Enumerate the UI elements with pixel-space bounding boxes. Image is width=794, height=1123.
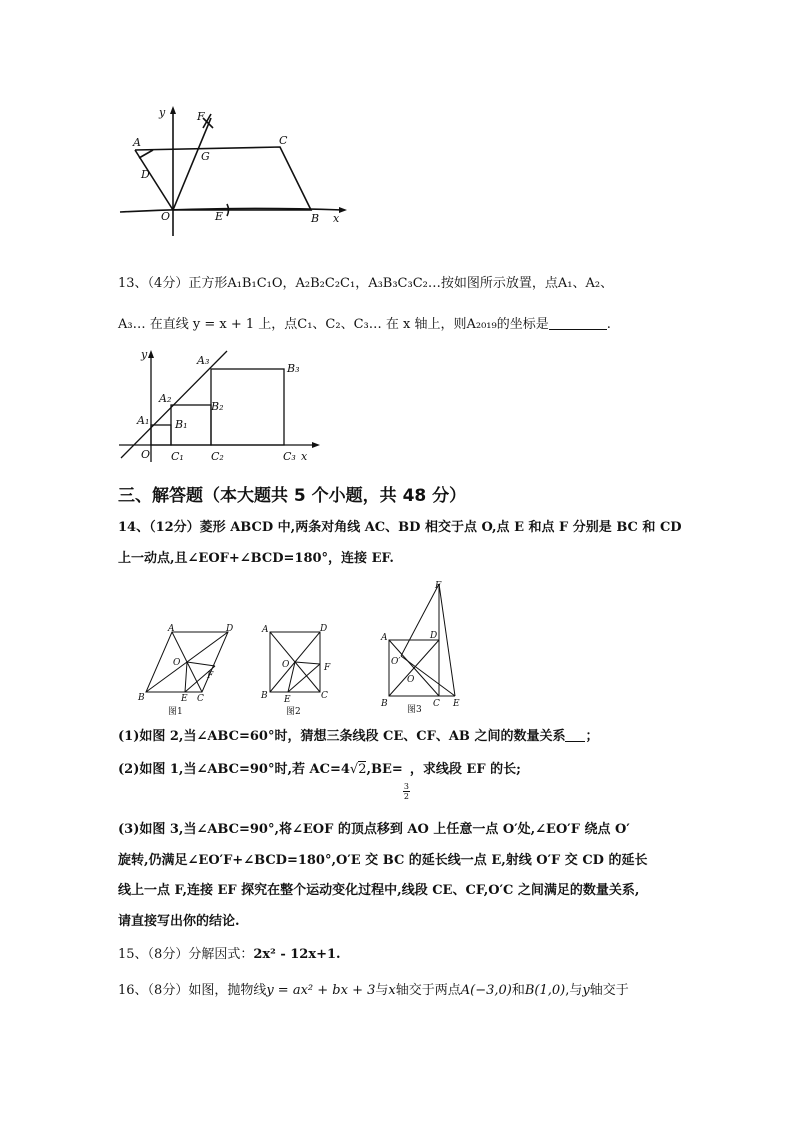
label-B2: B₂ — [211, 400, 224, 413]
q16-mid: 与 — [375, 983, 389, 998]
q13-line2a: A₃… 在直线 y = x + 1 上，点C₁、C₂、C₃… 在 x 轴上，则 — [118, 317, 467, 332]
q14-part3-line3: 线上一点 F,连接 EF 探究在整个运动变化过程中,线段 CE、CF,O′C 之间满足的数量关系, — [118, 883, 640, 898]
label-y: y — [159, 106, 166, 119]
q14-part3-line2: 旋转,仍满足∠EO′F+∠BCD=180°,O′E 交 BC 的延长线一点 E,射线 O′F 交 CD 的延长 — [118, 853, 648, 868]
fig3-label-F: F — [435, 581, 442, 591]
figure-1-rhombus — [130, 622, 240, 718]
label-D: D — [141, 168, 150, 181]
q14-part2-text-a: (2)如图 1,当∠ABC=90°时,若 AC=4 — [118, 762, 350, 777]
label-B: B — [311, 212, 320, 225]
answer-blank-q13[interactable] — [549, 317, 607, 330]
label-B3: B₃ — [287, 362, 300, 375]
fig1-label-A: A — [168, 624, 175, 634]
parallelogram-AOBC — [135, 147, 311, 210]
q14-part2-text-b: ,BE= — [366, 762, 403, 777]
fig1-label-O: O — [173, 658, 181, 668]
fig3-caption: 图3 — [407, 705, 422, 715]
section-heading: 三、解答题（本大题共 5 个小题，共 48 分） — [118, 486, 467, 506]
coordinate-figure-q12 — [115, 100, 355, 240]
fig3-label-E: E — [453, 699, 460, 709]
label-A: A — [133, 136, 141, 149]
figure-2-square — [258, 622, 338, 718]
fig2-label-B: B — [261, 691, 268, 701]
fig2-caption: 图2 — [286, 707, 301, 717]
fig3-label-C: C — [433, 699, 440, 709]
fig1-label-B: B — [138, 693, 145, 703]
fig2-label-A: A — [262, 625, 269, 635]
q16 — [118, 981, 629, 1001]
q13-point: A₂₀₁₉ — [466, 317, 497, 332]
q15 — [118, 945, 341, 965]
q16-function: y = ax² + bx + 3 — [266, 983, 376, 998]
square-1 — [151, 425, 171, 445]
q16-x-var: x — [388, 983, 396, 998]
fig2-label-O: O — [282, 660, 290, 670]
q16-mid2: 轴交于两点 — [395, 983, 461, 998]
sqrt-radicand: 2 — [358, 762, 367, 777]
ray-OF — [173, 118, 211, 210]
fig3-label-B: B — [381, 699, 388, 709]
label-C3: C₃ — [283, 450, 296, 463]
fig2-label-D: D — [320, 624, 328, 634]
q13-line2b: 的坐标是 — [496, 317, 549, 332]
arc-mark-D — [139, 150, 153, 158]
q14-part1-end: ； — [585, 729, 599, 744]
q16-prefix: 16、（8分）如图，抛物线 — [118, 983, 267, 998]
label-A3: A₃ — [197, 354, 210, 367]
figure-3-square-rotation — [375, 578, 475, 718]
q13-prefix: 13、（4分）正方形 — [118, 276, 228, 291]
label-x: x — [301, 450, 308, 463]
q14-line1: 14、（12分）菱形 ABCD 中,两条对角线 AC、BD 相交于点 O,点 E 和点 F 分别是 BC 和 CD — [118, 520, 682, 535]
sqrt-symbol: √ — [349, 762, 359, 777]
fig2-label-C: C — [321, 691, 328, 701]
q13-text1: 按如图所示放置，点A₁、A₂、 — [440, 276, 614, 291]
label-B1: B₁ — [175, 418, 188, 431]
q14-part1-text: (1)如图 2,当∠ABC=60°时，猜想三条线段 CE、CF、AB 之间的数量关系 — [118, 729, 566, 744]
fraction-three-halves — [403, 782, 410, 801]
q14-part1 — [118, 727, 598, 747]
label-O: O — [141, 448, 151, 461]
fig2-label-F: F — [324, 663, 331, 673]
q13-line1 — [118, 274, 613, 294]
q14-part2-text-c: ，求线段 EF 的长; — [409, 762, 521, 777]
label-F: F — [197, 110, 205, 123]
fig1-label-C: C — [197, 694, 204, 704]
label-A1: A₁ — [137, 414, 150, 427]
fraction-numerator: 3 — [403, 782, 409, 791]
fig3-label-O-prime: O′ — [391, 657, 401, 667]
q14-part3-line4: 请直接写出你的结论. — [118, 914, 240, 929]
fig3-label-A: A — [381, 633, 388, 643]
answer-blank-q14-1[interactable] — [565, 729, 585, 742]
q14-part3-line1: (3)如图 3,当∠ABC=90°,将∠EOF 的顶点移到 AO 上任意一点 O′处,∠EO′F 绕点 O′ — [118, 822, 630, 837]
label-y: y — [141, 348, 148, 361]
fig1-label-F: F — [207, 671, 214, 681]
q16-and: 和 — [511, 983, 525, 998]
label-x: x — [333, 212, 340, 225]
q16-tail: ,与 — [565, 983, 583, 998]
label-G: G — [201, 150, 210, 163]
q16-y-var: y — [582, 983, 590, 998]
q14-line2: 上一动点,且∠EOF+∠BCD=180°，连接 EF. — [118, 551, 394, 566]
fig1-label-E: E — [181, 694, 188, 704]
label-C1: C₁ — [171, 450, 184, 463]
fraction-denominator: 2 — [403, 792, 409, 801]
q13-squares: A₁B₁C₁O，A₂B₂C₂C₁，A₃B₃C₃C₂… — [227, 276, 441, 291]
q13-line2 — [118, 315, 611, 335]
q16-point-B: B(1,0) — [524, 983, 566, 998]
squares-figure-q13 — [115, 348, 325, 466]
fig1-label-D: D — [226, 624, 234, 634]
label-C2: C₂ — [211, 450, 224, 463]
fig2-label-E: E — [284, 695, 291, 705]
q14-part2 — [118, 760, 521, 801]
q13-period: . — [606, 317, 611, 332]
q15-prefix: 15、（8分）分解因式： — [118, 947, 254, 962]
q16-tail2: 轴交于 — [589, 983, 629, 998]
q16-point-A: A(−3,0) — [460, 983, 512, 998]
label-E: E — [215, 210, 224, 223]
label-A2: A₂ — [159, 392, 172, 405]
label-C: C — [279, 134, 288, 147]
fig3-label-D: D — [430, 631, 438, 641]
fig3-label-O: O — [407, 675, 415, 685]
label-O: O — [161, 210, 171, 223]
fig1-caption: 图1 — [168, 707, 183, 717]
q15-expression: 2x² - 12x+1. — [253, 947, 341, 962]
